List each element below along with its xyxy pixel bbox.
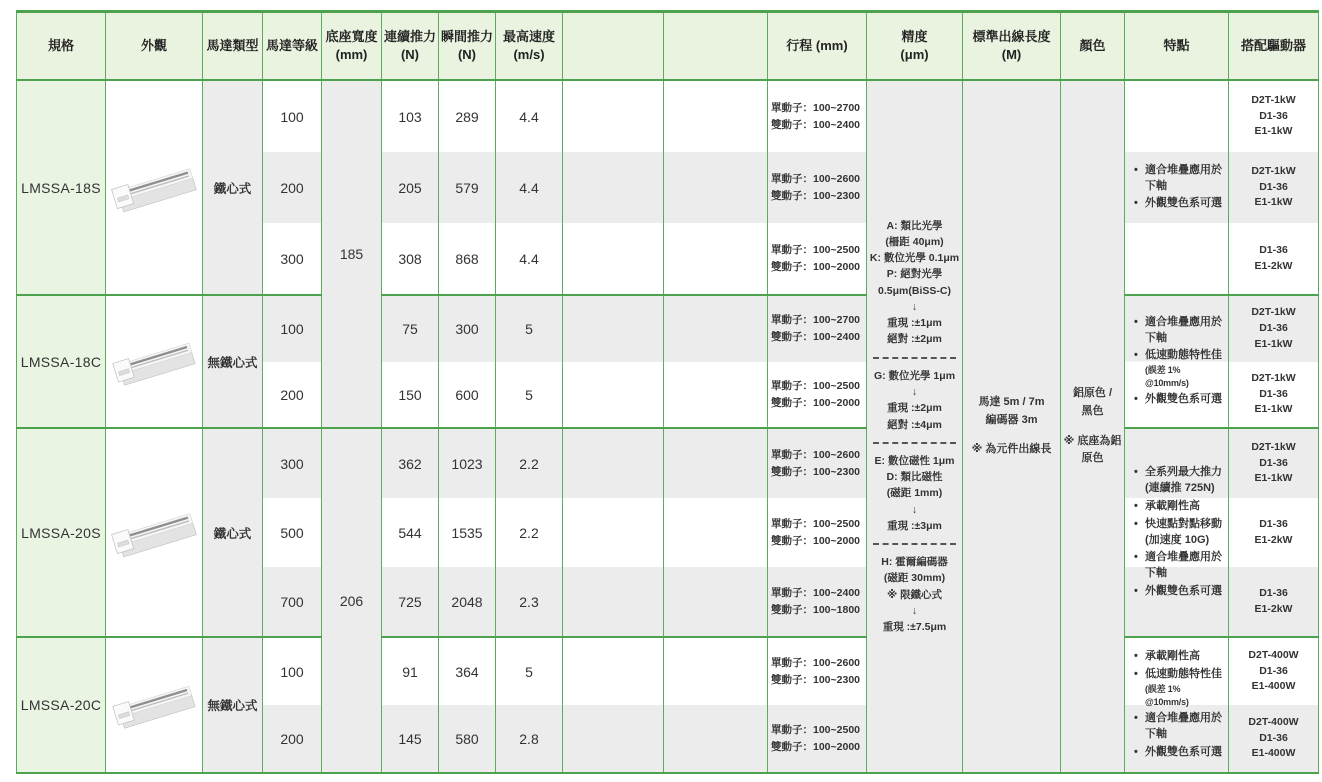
motor-grade-cell: 100 <box>263 80 322 152</box>
stroke-cell: 單動子：100~2600 雙動子：100~2300 <box>768 428 867 498</box>
stroke-cell: 單動子：100~2500 雙動子：100~2000 <box>768 705 867 773</box>
linear-stage-illustration <box>108 328 200 396</box>
peak-thrust-cell: 579 <box>439 152 496 223</box>
driver-cell: D2T-1kW D1-36 E1-1kW <box>1229 152 1319 223</box>
cable-length-cell <box>963 80 1061 773</box>
peak-thrust-cell: 580 <box>439 705 496 773</box>
dashed-divider <box>873 543 957 545</box>
header-accuracy: 精度 (μm) <box>867 12 963 81</box>
cont-thrust-cell: 544 <box>382 498 439 567</box>
header-row <box>17 12 1319 81</box>
cont-thrust-cell: 725 <box>382 567 439 637</box>
linear-stage-illustration <box>108 671 200 739</box>
feature-item: • 適合堆疊應用於下軸 <box>1133 550 1224 582</box>
empty-cell <box>563 428 664 498</box>
max-speed-cell: 2.2 <box>496 498 563 567</box>
header-peak-thrust: 瞬間推力 (N) <box>439 12 496 81</box>
feature-item: • 外觀雙色系可選 <box>1133 392 1224 408</box>
feature-item: • 適合堆疊應用於下軸 <box>1133 163 1224 195</box>
motor-grade-cell: 200 <box>263 362 322 428</box>
header-cont-thrust: 連續推力 (N) <box>382 12 439 81</box>
empty-cell <box>563 80 664 152</box>
driver-cell: D1-36 E1-2kW <box>1229 223 1319 295</box>
stroke-cell: 單動子：100~2600 雙動子：100~2300 <box>768 637 867 705</box>
cont-thrust-cell: 103 <box>382 80 439 152</box>
feature-item: • 全系列最大推力 (連續推 725N) <box>1133 465 1224 497</box>
peak-thrust-cell: 1023 <box>439 428 496 498</box>
feature-item: • 外觀雙色系可選 <box>1133 196 1224 212</box>
header-base-width: 底座寬度 (mm) <box>322 12 382 81</box>
empty-cell <box>664 567 768 637</box>
peak-thrust-cell: 868 <box>439 223 496 295</box>
color-cell <box>1061 80 1125 773</box>
driver-cell: D2T-1kW D1-36 E1-1kW <box>1229 80 1319 152</box>
feature-item: • 適合堆疊應用於下軸 <box>1133 315 1224 347</box>
header-stroke: 行程 (mm) <box>768 12 867 81</box>
header-features: 特點 <box>1125 12 1229 81</box>
max-speed-cell: 5 <box>496 362 563 428</box>
header-max-speed: 最高速度 (m/s) <box>496 12 563 81</box>
empty-cell <box>664 362 768 428</box>
stroke-cell: 單動子：100~2600 雙動子：100~2300 <box>768 152 867 223</box>
empty-cell <box>563 637 664 705</box>
max-speed-cell: 2.2 <box>496 428 563 498</box>
cont-thrust-cell: 75 <box>382 295 439 362</box>
empty-cell <box>563 152 664 223</box>
empty-cell <box>664 295 768 362</box>
driver-cell: D2T-400W D1-36 E1-400W <box>1229 705 1319 773</box>
model-name-lmssa-20s: LMSSA-20S <box>17 428 106 637</box>
feature-item: • 快速點對點移動 (加速度 10G) <box>1133 517 1224 549</box>
cont-thrust-cell: 205 <box>382 152 439 223</box>
max-speed-cell: 4.4 <box>496 152 563 223</box>
empty-cell <box>664 152 768 223</box>
motor-type-cell: 無鐵心式 <box>203 637 263 773</box>
feature-item: • 外觀雙色系可選 <box>1133 745 1224 761</box>
empty-cell <box>664 498 768 567</box>
accuracy-block-optical: A: 類比光學 (柵距 40μm) K: 數位光學 0.1μm P: 絕對光學 0.5μm(BiSS-C) ↓ 重現 :±1μm 絕對 :±2μm <box>869 219 960 346</box>
stroke-cell: 單動子：100~2500 雙動子：100~2000 <box>768 223 867 295</box>
cont-thrust-cell: 150 <box>382 362 439 428</box>
product-image-lmssa-20c <box>106 637 203 773</box>
driver-cell: D2T-1kW D1-36 E1-1kW <box>1229 295 1319 362</box>
base-width-cell-206: 206 <box>322 428 382 773</box>
max-speed-cell: 2.8 <box>496 705 563 773</box>
motor-type-cell: 鐵心式 <box>203 80 263 295</box>
header-motor-grade: 馬達等級 <box>263 12 322 81</box>
motor-grade-cell: 300 <box>263 223 322 295</box>
empty-cell <box>563 705 664 773</box>
motor-grade-cell: 300 <box>263 428 322 498</box>
peak-thrust-cell: 1535 <box>439 498 496 567</box>
peak-thrust-cell: 2048 <box>439 567 496 637</box>
motor-grade-cell: 700 <box>263 567 322 637</box>
driver-cell: D2T-400W D1-36 E1-400W <box>1229 637 1319 705</box>
motor-type-cell: 無鐵心式 <box>203 295 263 428</box>
motor-type-cell: 鐵心式 <box>203 428 263 637</box>
accuracy-block-magnetic: E: 數位磁性 1μm D: 類比磁性 (磁距 1mm) ↓ 重現 :±3μm <box>874 454 955 532</box>
header-color: 顏色 <box>1061 12 1125 81</box>
header-spec: 規格 <box>17 12 106 81</box>
cont-thrust-cell: 362 <box>382 428 439 498</box>
motor-grade-cell: 500 <box>263 498 322 567</box>
header-cable-length: 標準出線長度 (M) <box>963 12 1061 81</box>
base-width-cell-185: 185 <box>322 80 382 428</box>
empty-cell <box>563 567 664 637</box>
peak-thrust-cell: 600 <box>439 362 496 428</box>
empty-cell <box>664 223 768 295</box>
max-speed-cell: 5 <box>496 637 563 705</box>
empty-cell <box>664 705 768 773</box>
product-image-lmssa-18s <box>106 80 203 295</box>
empty-cell <box>563 498 664 567</box>
cont-thrust-cell: 308 <box>382 223 439 295</box>
stroke-cell: 單動子：100~2500 雙動子：100~2000 <box>768 498 867 567</box>
max-speed-cell: 2.3 <box>496 567 563 637</box>
cable-length-value: 馬達 5m / 7m 編碼器 3m <box>978 396 1045 426</box>
empty-cell <box>664 80 768 152</box>
model-name-lmssa-18s: LMSSA-18S <box>17 80 106 295</box>
header-empty-2 <box>664 12 768 81</box>
driver-cell: D2T-1kW D1-36 E1-1kW <box>1229 362 1319 428</box>
empty-cell <box>563 362 664 428</box>
linear-stage-illustration <box>108 498 200 568</box>
accuracy-block-hall: H: 霍爾編碼器 (磁距 30mm) ※ 限鐵心式 ↓ 重現 :±7.5μm <box>881 556 948 634</box>
stroke-cell: 單動子：100~2700 雙動子：100~2400 <box>768 80 867 152</box>
feature-item: • 外觀雙色系可選 <box>1133 584 1224 600</box>
header-driver: 搭配驅動器 <box>1229 12 1319 81</box>
driver-cell: D2T-1kW D1-36 E1-1kW <box>1229 428 1319 498</box>
max-speed-cell: 4.4 <box>496 80 563 152</box>
header-empty-1 <box>563 12 664 81</box>
stroke-cell: 單動子：100~2700 雙動子：100~2400 <box>768 295 867 362</box>
accuracy-block-digital-optical: G: 數位光學 1μm ↓ 重現 :±2μm 絕對 :±4μm <box>873 369 956 431</box>
color-value: 鋁原色 / 黑色 <box>1072 387 1113 417</box>
cable-length-note: ※ 為元件出線長 <box>971 443 1052 456</box>
empty-cell <box>664 428 768 498</box>
accuracy-cell <box>867 80 963 773</box>
dashed-divider <box>873 442 957 444</box>
header-appearance: 外觀 <box>106 12 203 81</box>
linear-stage-illustration <box>108 153 200 223</box>
feature-item: • 低速動態特性佳 (誤差 1% @10mm/s) <box>1133 667 1224 709</box>
motor-grade-cell: 200 <box>263 152 322 223</box>
empty-cell <box>664 637 768 705</box>
cont-thrust-cell: 145 <box>382 705 439 773</box>
color-note: ※ 底座為鋁 原色 <box>1063 434 1122 465</box>
peak-thrust-cell: 300 <box>439 295 496 362</box>
driver-cell: D1-36 E1-2kW <box>1229 567 1319 637</box>
feature-item: • 承載剛性高 <box>1133 649 1224 665</box>
peak-thrust-cell: 364 <box>439 637 496 705</box>
features-cell-lmssa-20s <box>1125 428 1229 637</box>
peak-thrust-cell: 289 <box>439 80 496 152</box>
cont-thrust-cell: 91 <box>382 637 439 705</box>
spec-table <box>16 10 1319 774</box>
driver-cell: D1-36 E1-2kW <box>1229 498 1319 567</box>
table-row <box>17 80 1319 152</box>
stroke-cell: 單動子：100~2400 雙動子：100~1800 <box>768 567 867 637</box>
empty-cell <box>563 295 664 362</box>
features-cell-lmssa-18c <box>1125 295 1229 428</box>
motor-grade-cell: 100 <box>263 637 322 705</box>
feature-item: • 承載剛性高 <box>1133 499 1224 515</box>
product-image-lmssa-18c <box>106 295 203 428</box>
feature-item: • 低速動態特性佳 (誤差 1% @10mm/s) <box>1133 348 1224 390</box>
feature-item: • 適合堆疊應用於下軸 <box>1133 711 1224 743</box>
motor-grade-cell: 200 <box>263 705 322 773</box>
max-speed-cell: 5 <box>496 295 563 362</box>
product-image-lmssa-20s <box>106 428 203 637</box>
max-speed-cell: 4.4 <box>496 223 563 295</box>
model-name-lmssa-18c: LMSSA-18C <box>17 295 106 428</box>
stroke-cell: 單動子：100~2500 雙動子：100~2000 <box>768 362 867 428</box>
header-motor-type: 馬達類型 <box>203 12 263 81</box>
empty-cell <box>563 223 664 295</box>
features-cell-lmssa-18s <box>1125 80 1229 295</box>
model-name-lmssa-20c: LMSSA-20C <box>17 637 106 773</box>
features-cell-lmssa-20c <box>1125 637 1229 773</box>
dashed-divider <box>873 357 957 359</box>
motor-grade-cell: 100 <box>263 295 322 362</box>
